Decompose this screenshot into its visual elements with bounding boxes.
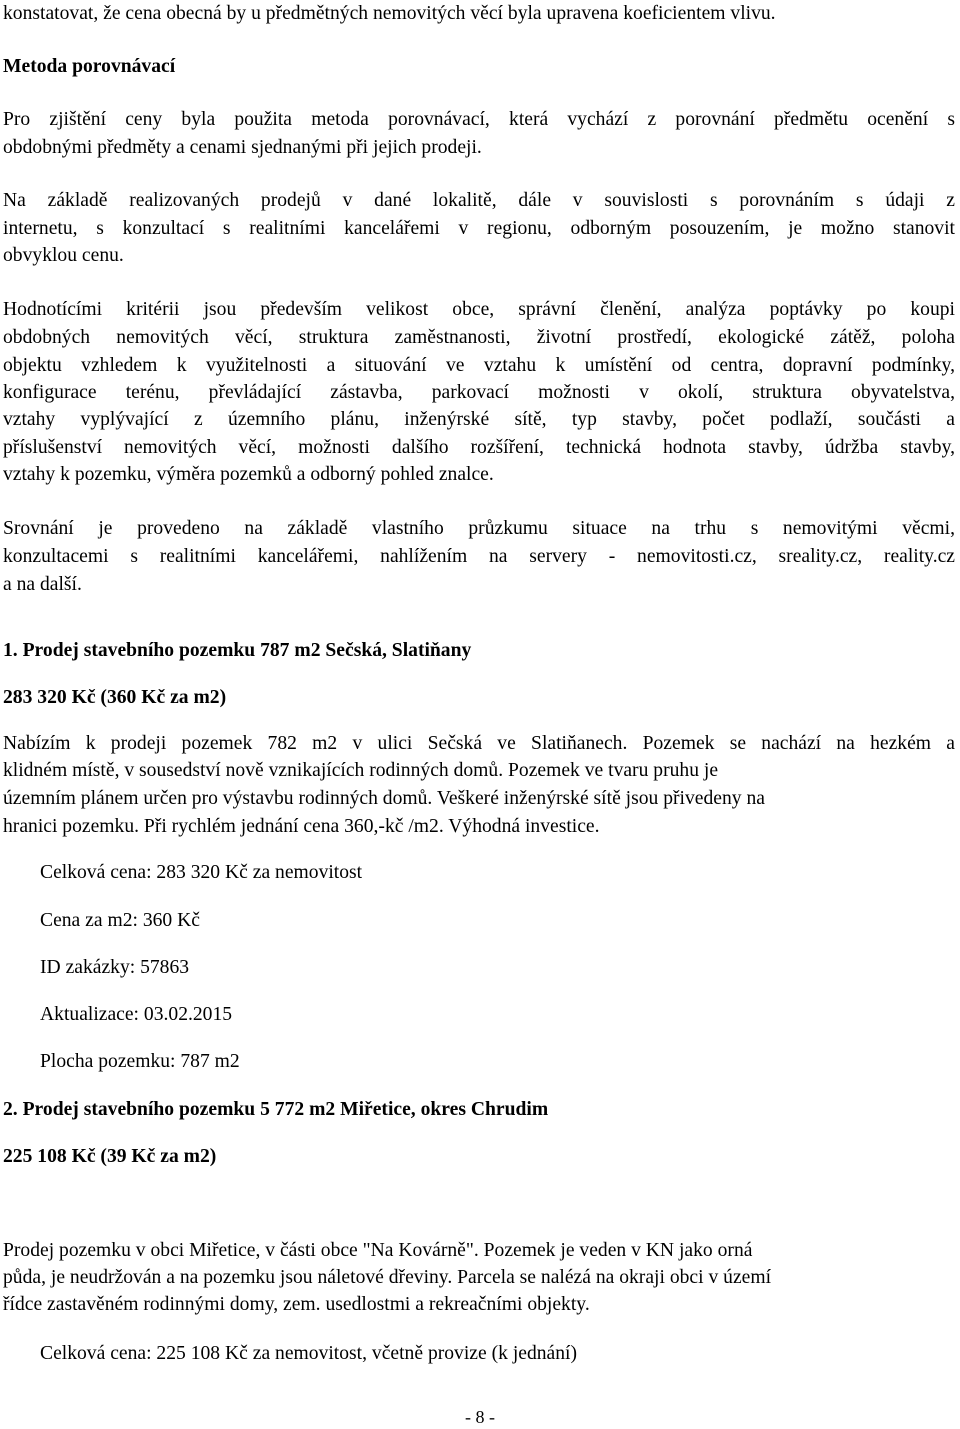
paragraph-line: Pro zjištění ceny byla použita metoda porovnávací, která vychází z porovnání předmětu ocenění s bbox=[3, 109, 955, 130]
listing-price: 225 108 Kč (39 Kč za m2) bbox=[3, 1146, 217, 1167]
listing-description-line: řídce zastavěném rodinnými domy, zem. usedlostmi a rekreačními objekty. bbox=[3, 1294, 590, 1315]
paragraph-line: objektu vzhledem k využitelnosti a situování ve vztahu k umístění od centra, dopravní podmínky, bbox=[3, 355, 955, 376]
listing-description-line: územním plánem určen pro výstavbu rodinných domů. Veškeré inženýrské sítě jsou přivedeny na bbox=[3, 788, 765, 809]
paragraph-line: vztahy k pozemku, výměra pozemků a odborný pohled znalce. bbox=[3, 464, 494, 485]
listing-price-per-m2: Cena za m2: 360 Kč bbox=[40, 910, 200, 931]
listing-price: 283 320 Kč (360 Kč za m2) bbox=[3, 687, 227, 708]
paragraph-line: a na další. bbox=[3, 574, 82, 595]
listing-title: 1. Prodej stavebního pozemku 787 m2 Sečská, Slatiňany bbox=[3, 640, 472, 661]
listing-description-line: hranici pozemku. Při rychlém jednání cena 360,-kč /m2. Výhodná investice. bbox=[3, 816, 600, 837]
paragraph-line: konfigurace terénu, převládající zástavba, parkovací možnosti v okolí, struktura obyvatelstva, bbox=[3, 382, 955, 403]
paragraph-line: konzultacemi s realitními kancelářemi, nahlížením na servery - nemovitosti.cz, sreality.cz, reality.cz bbox=[3, 546, 955, 567]
listing-order-id: ID zakázky: 57863 bbox=[40, 957, 190, 978]
intro-line: konstatovat, že cena obecná by u předmětných nemovitých věcí byla upravena koeficientem vlivu. bbox=[3, 3, 776, 24]
method-heading: Metoda porovnávací bbox=[3, 56, 176, 77]
paragraph-line: vztahy vyplývající z územního plánu, inženýrské sítě, typ stavby, počet podlaží, součásti a bbox=[3, 409, 955, 430]
paragraph-line: příslušenství nemovitých věcí, možnosti dalšího rozšíření, technická hodnota stavby, údržba stavby, bbox=[3, 437, 955, 458]
paragraph-line: internetu, s konzultací s realitními kancelářemi v regionu, odborným posouzením, je možno stanovit bbox=[3, 218, 955, 239]
page-number: - 8 - bbox=[465, 1407, 495, 1427]
listing-description-line: Prodej pozemku v obci Miřetice, v části obce "Na Kovárně". Pozemek je veden v KN jako orná bbox=[3, 1240, 753, 1261]
listing-total-price: Celková cena: 283 320 Kč za nemovitost bbox=[40, 862, 363, 883]
listing-description-line: Nabízím k prodeji pozemek 782 m2 v ulici Sečská ve Slatiňanech. Pozemek se nachází na hezkém a bbox=[3, 733, 955, 754]
paragraph-line: obvyklou cenu. bbox=[3, 245, 124, 266]
listing-description-line: klidném místě, v sousedství nově vznikajících rodinných domů. Pozemek ve tvaru pruhu je bbox=[3, 760, 719, 781]
paragraph-line: Srovnání je provedeno na základě vlastního průzkumu situace na trhu s nemovitými věcmi, bbox=[3, 518, 955, 539]
listing-plot-area: Plocha pozemku: 787 m2 bbox=[40, 1051, 240, 1072]
paragraph-line: obdobných nemovitých věcí, struktura zaměstnanosti, životní prostředí, ekologické zátěž, poloha bbox=[3, 327, 955, 348]
paragraph-line: obdobnými předměty a cenami sjednanými při jejich prodeji. bbox=[3, 137, 482, 158]
listing-description-line: půda, je neudržován a na pozemku jsou náletové dřeviny. Parcela se nalézá na okraji obci v území bbox=[3, 1267, 772, 1288]
listing-updated-date: Aktualizace: 03.02.2015 bbox=[40, 1004, 233, 1025]
listing-title: 2. Prodej stavebního pozemku 5 772 m2 Miřetice, okres Chrudim bbox=[3, 1099, 549, 1120]
paragraph-line: Hodnotícími kritérii jsou především velikost obce, správní členění, analýza poptávky po koupi bbox=[3, 299, 955, 320]
listing-total-price: Celková cena: 225 108 Kč za nemovitost, včetně provize (k jednání) bbox=[40, 1343, 578, 1364]
paragraph-line: Na základě realizovaných prodejů v dané lokalitě, dále v souvislosti s porovnáním s údaji z bbox=[3, 190, 955, 211]
